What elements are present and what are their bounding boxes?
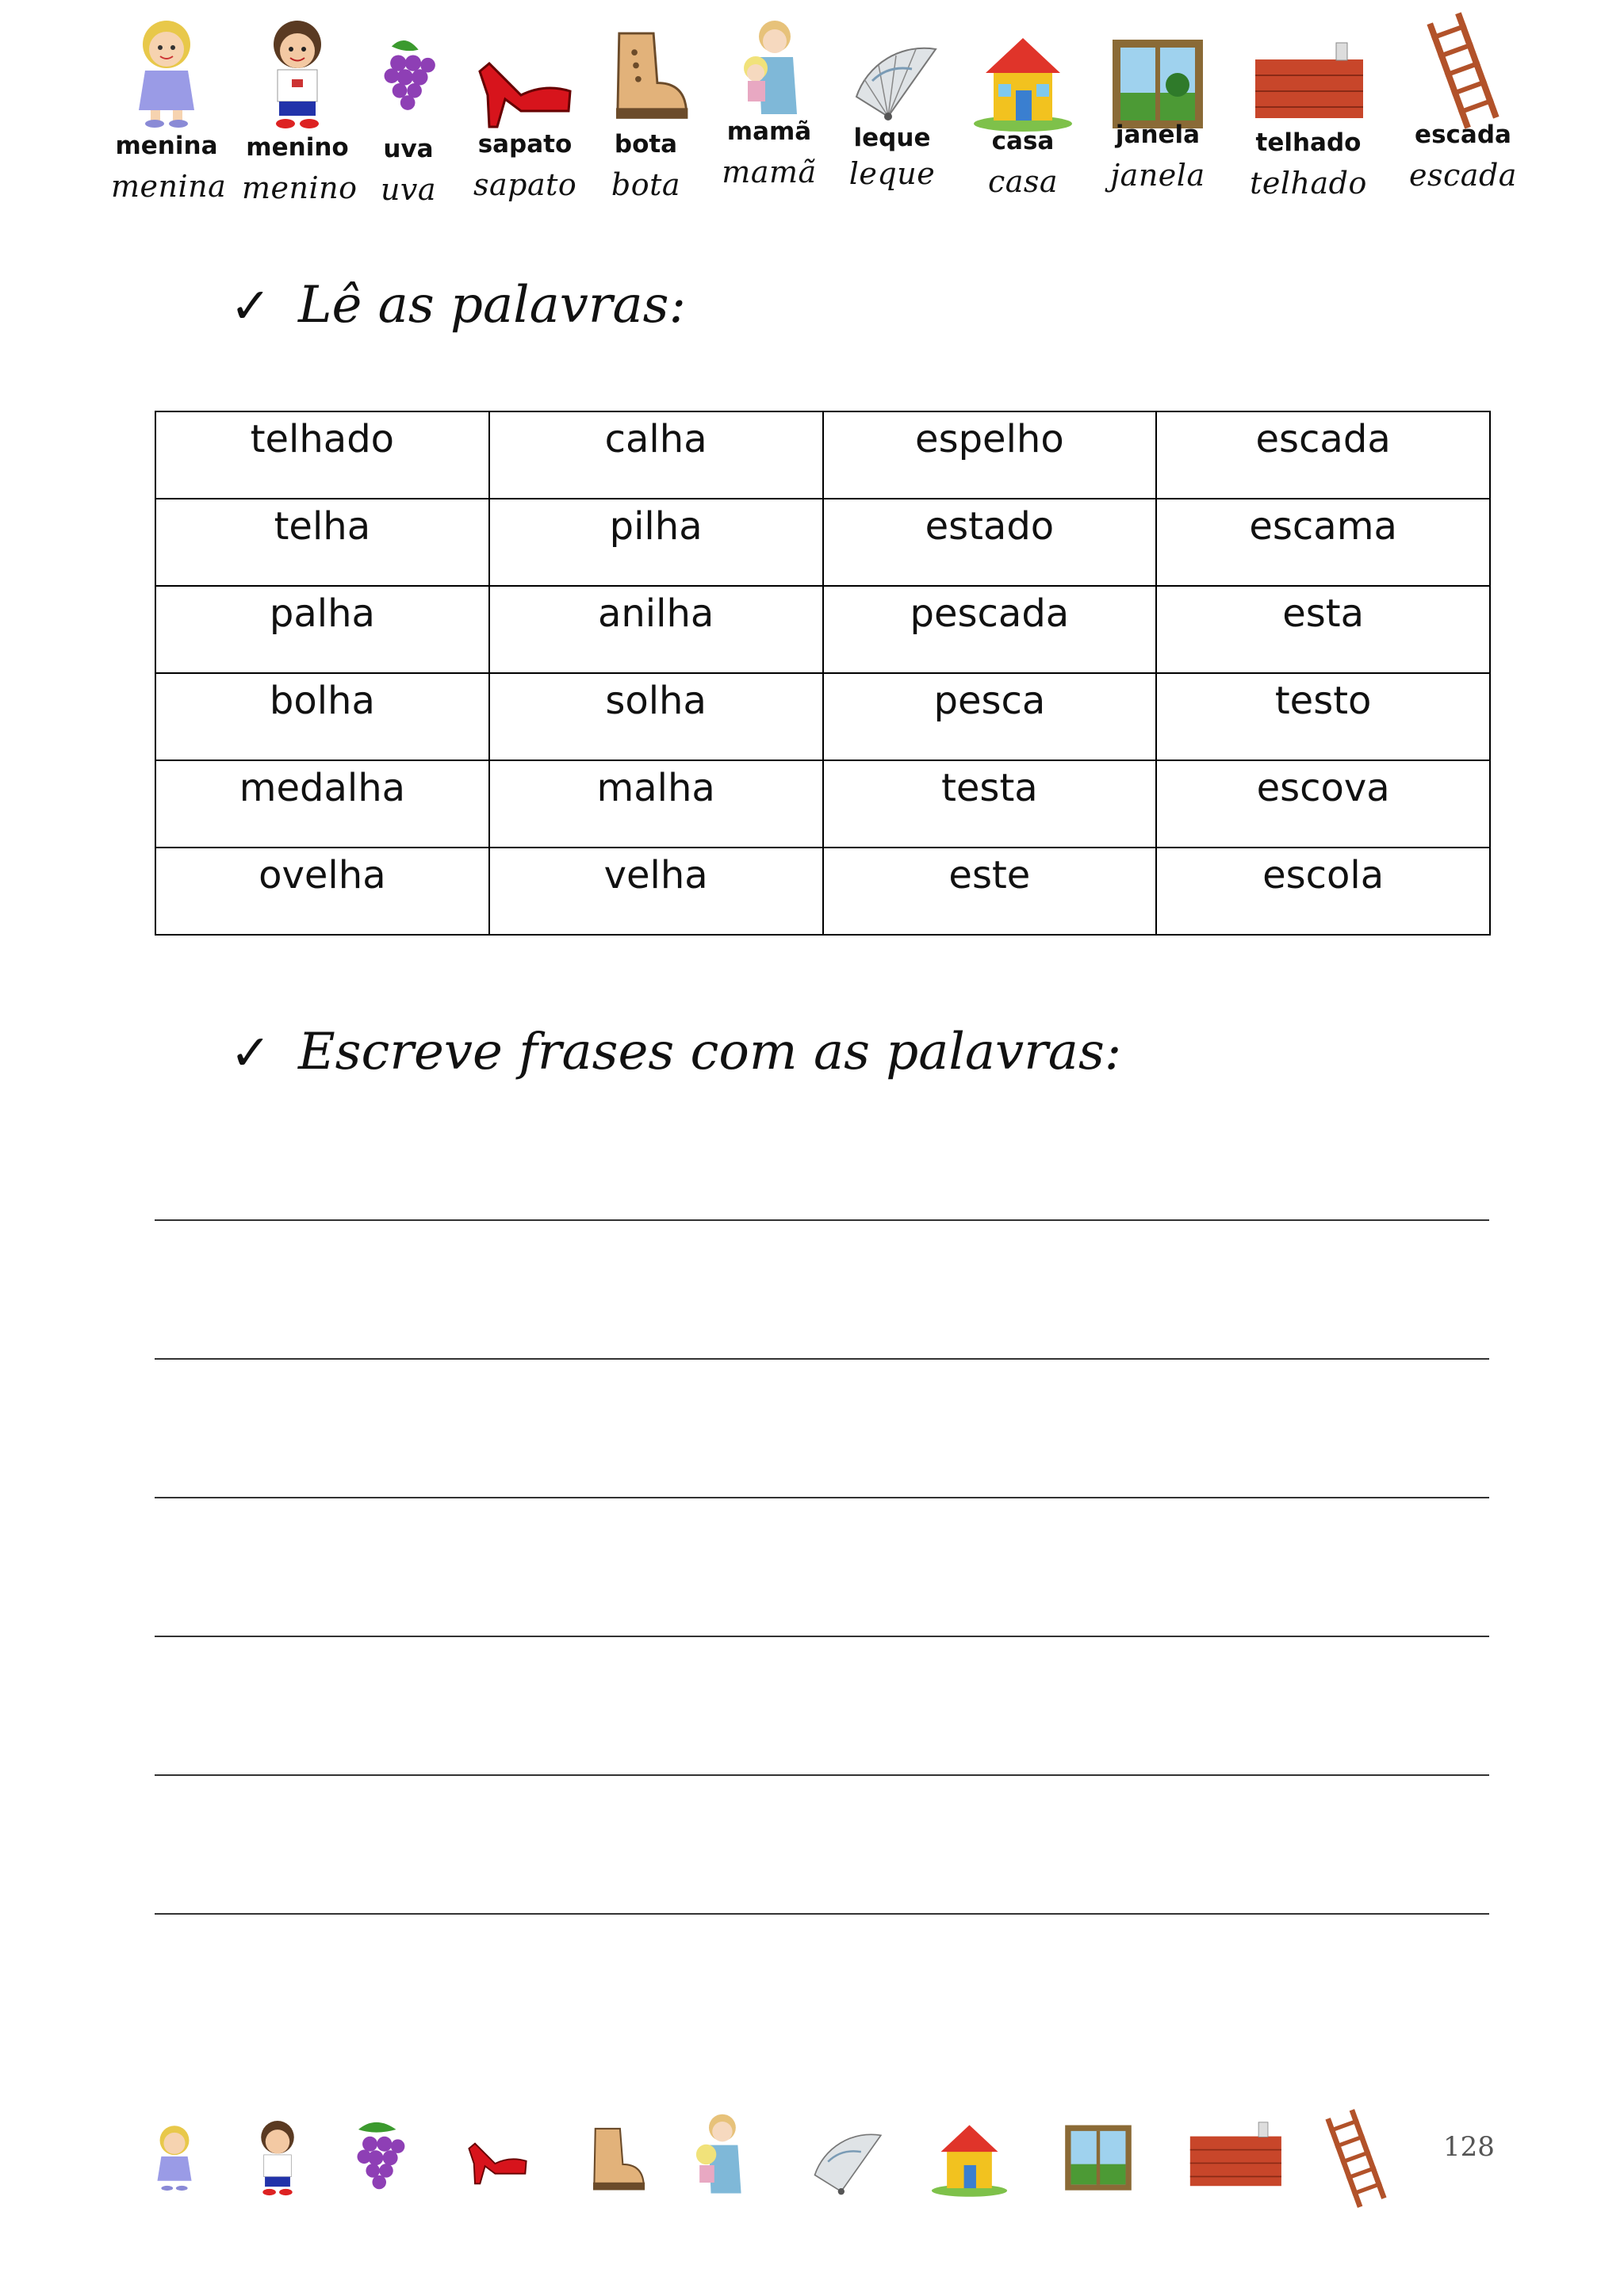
fan-icon (841, 17, 944, 136)
writing-line[interactable] (155, 1913, 1489, 1915)
house-icon (971, 22, 1074, 141)
girl-icon (115, 11, 218, 130)
table-row (155, 760, 1490, 848)
vocab-item-escada (1408, 11, 1519, 195)
vocab-script-label: menino (242, 170, 358, 205)
vocab-item-telhado (1249, 32, 1368, 203)
table-cell: esta (1156, 586, 1490, 673)
write-heading (230, 1023, 1121, 1081)
table-row (155, 499, 1490, 586)
table-cell: pescada (823, 586, 1157, 673)
vocab-print-label: sapato (477, 130, 573, 159)
ladder-icon (1312, 2101, 1400, 2216)
page-number: 128 (1443, 2131, 1495, 2163)
table-row (155, 848, 1490, 935)
table-cell: pilha (489, 499, 823, 586)
vocab-print-label: janela (1115, 121, 1201, 149)
vocab-script-label: menina (111, 169, 227, 204)
table-cell: solha (489, 673, 823, 760)
boy-icon (246, 13, 349, 132)
boot-icon (579, 2115, 650, 2202)
writing-line[interactable] (155, 1774, 1489, 1776)
table-cell: pesca (823, 673, 1157, 760)
table-cell: ovelha (155, 848, 489, 935)
table-cell: escama (1156, 499, 1490, 586)
vocab-print-label: uva (383, 135, 434, 163)
red-shoe-icon (448, 2118, 547, 2194)
grapes-icon (365, 24, 452, 143)
word-table (155, 411, 1491, 936)
vocab-print-label: menino (246, 133, 349, 162)
table-cell: velha (489, 848, 823, 935)
vocab-script-label: uva (380, 172, 437, 207)
write-heading-text: Escreve frases com as palavras: (297, 1023, 1122, 1081)
vocab-item-mama (714, 11, 825, 192)
writing-line[interactable] (155, 1358, 1489, 1360)
table-cell: estado (823, 499, 1157, 586)
table-cell: este (823, 848, 1157, 935)
vocab-script-label: casa (987, 164, 1059, 199)
table-cell: bolha (155, 673, 489, 760)
vocab-script-label: janela (1110, 158, 1205, 193)
table-cell: calha (489, 411, 823, 499)
grapes-icon (341, 2113, 416, 2204)
mother-icon (674, 2105, 761, 2208)
vocab-item-bota (596, 16, 695, 205)
house-icon (924, 2113, 1015, 2204)
vocab-item-uva (365, 24, 452, 209)
table-cell: telha (155, 499, 489, 586)
vocab-script-label: telhado (1250, 166, 1367, 201)
table-cell: anilha (489, 586, 823, 673)
vocab-item-casa (967, 22, 1078, 201)
table-cell: escola (1156, 848, 1490, 935)
table-row (155, 586, 1490, 673)
vocab-print-label: menina (115, 132, 218, 160)
vocab-print-label: casa (991, 127, 1055, 155)
red-shoe-icon (473, 24, 576, 143)
girl-icon (143, 2109, 206, 2204)
vocab-script-label: bota (611, 167, 681, 202)
boot-icon (596, 16, 695, 135)
vocab-item-janela (1106, 17, 1209, 195)
table-cell: testo (1156, 673, 1490, 760)
vocab-print-label: bota (614, 130, 678, 159)
vocab-item-menino (242, 13, 358, 208)
boy-icon (242, 2109, 313, 2204)
table-cell: espelho (823, 411, 1157, 499)
checkmark-icon: ✓ (230, 1023, 271, 1081)
table-cell: telhado (155, 411, 489, 499)
table-cell: testa (823, 760, 1157, 848)
vocab-item-sapato (473, 24, 576, 205)
read-heading (230, 276, 686, 335)
table-cell: escova (1156, 760, 1490, 848)
vocab-print-label: mamã (726, 117, 812, 146)
mother-icon (718, 11, 821, 130)
table-cell: palha (155, 586, 489, 673)
writing-line[interactable] (155, 1497, 1489, 1498)
vocab-print-label: escada (1415, 121, 1511, 149)
vocab-print-label: leque (853, 124, 931, 152)
vocab-script-label: sapato (473, 167, 577, 202)
vocab-item-menina (111, 11, 227, 206)
table-cell: malha (489, 760, 823, 848)
vocab-script-label: leque (848, 156, 936, 191)
table-row (155, 411, 1490, 499)
roof-icon (1249, 32, 1368, 135)
checkmark-icon: ✓ (230, 276, 271, 335)
table-cell: escada (1156, 411, 1490, 499)
roof-icon (1182, 2113, 1289, 2200)
writing-line[interactable] (155, 1636, 1489, 1637)
writing-line[interactable] (155, 1219, 1489, 1221)
vocab-item-leque (841, 17, 944, 193)
fan-icon (789, 2109, 900, 2208)
table-row (155, 673, 1490, 760)
vocab-script-label: mamã (722, 155, 817, 189)
read-heading-text: Lê as palavras: (297, 276, 687, 335)
vocab-print-label: telhado (1255, 128, 1362, 157)
vocab-script-label: escada (1409, 158, 1517, 193)
ladder-icon (1411, 11, 1515, 130)
table-cell: medalha (155, 760, 489, 848)
window-icon (1055, 2109, 1142, 2196)
